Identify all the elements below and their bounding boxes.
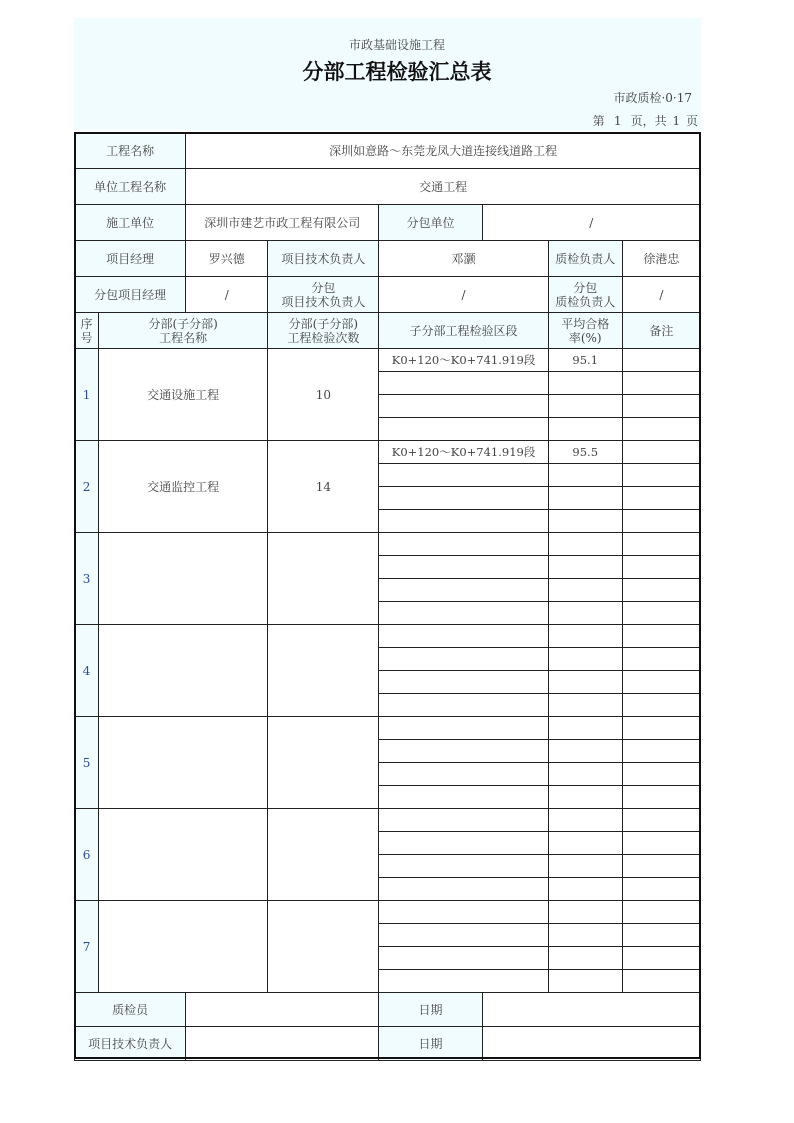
row-section[interactable] (379, 648, 548, 671)
row-section[interactable] (379, 533, 548, 556)
table-row (75, 809, 701, 832)
row-seq: 6 (75, 809, 99, 901)
row-remark[interactable] (622, 464, 700, 487)
sub-tech-label-line1: 分包 (311, 280, 336, 295)
contractor-row (75, 205, 701, 241)
sub-manager-row (75, 277, 701, 313)
row-pass-rate[interactable] (548, 510, 622, 533)
row-pass-rate[interactable] (548, 855, 622, 878)
row-section[interactable] (379, 947, 548, 970)
column-header-row (75, 313, 701, 349)
row-pass-rate[interactable] (548, 763, 622, 786)
row-section[interactable] (379, 487, 548, 510)
row-pass-rate[interactable] (548, 786, 622, 809)
row-section[interactable]: K0+120～K0+741.919段 (379, 441, 548, 464)
tech-lead-sign-row (75, 1027, 701, 1061)
row-pass-rate[interactable] (548, 464, 622, 487)
table-row (75, 349, 701, 372)
row-remark[interactable] (622, 694, 700, 717)
row-remark[interactable] (622, 878, 700, 901)
footer-tech-lead-label: 项目技术负责人 (75, 1027, 186, 1061)
row-pass-rate[interactable] (548, 717, 622, 740)
row-inspection-count[interactable]: 10 (268, 349, 379, 441)
row-pass-rate[interactable] (548, 625, 622, 648)
row-section[interactable] (379, 924, 548, 947)
unit-project-row (75, 169, 701, 205)
row-pass-rate[interactable] (548, 579, 622, 602)
qa-lead-label: 质检负责人 (548, 241, 622, 277)
sub-qa-label-line1: 分包 (573, 280, 598, 295)
row-section[interactable] (379, 625, 548, 648)
table-row (75, 533, 701, 556)
tech-lead-label: 项目技术负责人 (268, 241, 379, 277)
row-pass-rate[interactable] (548, 648, 622, 671)
col-seq-line2: 号 (80, 330, 93, 345)
inspector-label: 质检员 (75, 993, 186, 1027)
row-inspection-count[interactable] (268, 901, 379, 993)
col-rate-line1: 平均合格 (561, 316, 610, 331)
pm-label: 项目经理 (75, 241, 186, 277)
form-code: 市政质检·0·17 (613, 91, 692, 105)
sub-qa-value[interactable]: / (622, 277, 700, 313)
contractor-value[interactable]: 深圳市建艺市政工程有限公司 (186, 205, 379, 241)
row-pass-rate[interactable] (548, 740, 622, 763)
row-section[interactable] (379, 579, 548, 602)
row-pass-rate[interactable] (548, 418, 622, 441)
row-inspection-count[interactable] (268, 717, 379, 809)
row-seq: 7 (75, 901, 99, 993)
row-remark[interactable] (622, 349, 700, 372)
row-inspection-count[interactable] (268, 533, 379, 625)
row-pass-rate[interactable] (548, 671, 622, 694)
sub-tech-label-line2: 项目技术负责人 (281, 294, 366, 309)
sub-tech-value[interactable]: / (379, 277, 548, 313)
row-section[interactable] (379, 970, 548, 993)
row-pass-rate[interactable] (548, 395, 622, 418)
row-section[interactable] (379, 671, 548, 694)
row-section[interactable] (379, 763, 548, 786)
col-count-line2: 工程检验次数 (287, 330, 360, 345)
row-seq: 3 (75, 533, 99, 625)
page-title: 分部工程检验汇总表 (302, 60, 492, 84)
row-pass-rate[interactable] (548, 533, 622, 556)
row-remark[interactable] (622, 487, 700, 510)
row-pass-rate[interactable] (548, 901, 622, 924)
row-part-name[interactable] (99, 809, 268, 901)
category-label: 市政基础设施工程 (348, 38, 445, 52)
row-remark[interactable] (622, 671, 700, 694)
col-seq-header (75, 313, 99, 349)
inspector-row (75, 993, 701, 1027)
project-name-value[interactable]: 深圳如意路～东莞龙凤大道连接线道路工程 (186, 133, 701, 169)
sub-qa-label-line2: 质检负责人 (555, 294, 616, 309)
date-label-2: 日期 (379, 1027, 482, 1061)
row-section[interactable] (379, 418, 548, 441)
table-row (75, 441, 701, 464)
row-remark[interactable] (622, 970, 700, 993)
row-section[interactable] (379, 855, 548, 878)
sub-qa-label (548, 277, 622, 313)
row-remark[interactable] (622, 441, 700, 464)
tech-lead-value[interactable]: 邓灏 (379, 241, 548, 277)
contractor-label: 施工单位 (75, 205, 186, 241)
project-name-row (75, 133, 701, 169)
row-remark[interactable] (622, 510, 700, 533)
row-section[interactable] (379, 395, 548, 418)
col-part-name-header (99, 313, 268, 349)
row-remark[interactable] (622, 418, 700, 441)
subcontractor-value[interactable]: / (482, 205, 700, 241)
unit-project-value[interactable]: 交通工程 (186, 169, 701, 205)
row-section[interactable] (379, 809, 548, 832)
table-row (75, 625, 701, 648)
row-remark[interactable] (622, 763, 700, 786)
project-name-label: 工程名称 (75, 133, 186, 169)
col-part-name-line1: 分部(子分部) (148, 316, 218, 331)
row-part-name[interactable]: 交通监控工程 (99, 441, 268, 533)
row-part-name[interactable] (99, 533, 268, 625)
row-remark[interactable] (622, 625, 700, 648)
footer-tech-lead-value[interactable] (186, 1027, 379, 1061)
row-pass-rate[interactable]: 95.1 (548, 349, 622, 372)
table-row (75, 901, 701, 924)
row-remark[interactable] (622, 809, 700, 832)
row-inspection-count[interactable] (268, 809, 379, 901)
date-value-1[interactable] (482, 993, 700, 1027)
col-remark-header: 备注 (622, 313, 700, 349)
date-label-1: 日期 (379, 993, 482, 1027)
col-count-header (268, 313, 379, 349)
col-count-line1: 分部(子分部) (288, 316, 359, 331)
row-remark[interactable] (622, 740, 700, 763)
col-section-header: 子分部工程检验区段 (379, 313, 548, 349)
row-remark[interactable] (622, 372, 700, 395)
row-pass-rate[interactable] (548, 924, 622, 947)
col-rate-header (548, 313, 622, 349)
row-pass-rate[interactable] (548, 970, 622, 993)
page-total: 1 (672, 114, 681, 128)
row-part-name[interactable] (99, 625, 268, 717)
row-section[interactable] (379, 464, 548, 487)
row-remark[interactable] (622, 924, 700, 947)
row-section[interactable] (379, 878, 548, 901)
row-section[interactable] (379, 832, 548, 855)
row-remark[interactable] (622, 717, 700, 740)
row-seq: 4 (75, 625, 99, 717)
pm-value[interactable]: 罗兴德 (186, 241, 268, 277)
row-pass-rate[interactable] (548, 694, 622, 717)
row-seq: 2 (75, 441, 99, 533)
page-current: 1 (613, 114, 622, 128)
row-pass-rate[interactable] (548, 947, 622, 970)
row-pass-rate[interactable] (548, 372, 622, 395)
col-rate-line2: 率(%) (568, 330, 602, 345)
table-row (75, 717, 701, 740)
page-middle: 页，共 (630, 114, 667, 128)
row-part-name[interactable] (99, 901, 268, 993)
row-pass-rate[interactable]: 95.5 (548, 441, 622, 464)
row-part-name[interactable] (99, 717, 268, 809)
row-pass-rate[interactable] (548, 487, 622, 510)
page-suffix: 页 (685, 114, 698, 128)
qa-lead-value[interactable]: 徐港忠 (622, 241, 700, 277)
sub-pm-value[interactable]: / (186, 277, 268, 313)
row-inspection-count[interactable] (268, 625, 379, 717)
page-prefix: 第 (592, 114, 605, 128)
row-section[interactable] (379, 740, 548, 763)
subcontractor-label: 分包单位 (379, 205, 482, 241)
row-pass-rate[interactable] (548, 556, 622, 579)
row-remark[interactable] (622, 832, 700, 855)
row-section[interactable]: K0+120～K0+741.919段 (379, 349, 548, 372)
row-remark[interactable] (622, 786, 700, 809)
row-section[interactable] (379, 556, 548, 579)
row-section[interactable] (379, 372, 548, 395)
row-inspection-count[interactable]: 14 (268, 441, 379, 533)
date-value-2[interactable] (482, 1027, 700, 1061)
row-remark[interactable] (622, 855, 700, 878)
row-part-name[interactable]: 交通设施工程 (99, 349, 268, 441)
row-section[interactable] (379, 694, 548, 717)
row-remark[interactable] (622, 579, 700, 602)
row-pass-rate[interactable] (548, 832, 622, 855)
sub-pm-label: 分包项目经理 (75, 277, 186, 313)
row-remark[interactable] (622, 556, 700, 579)
row-pass-rate[interactable] (548, 809, 622, 832)
row-remark[interactable] (622, 947, 700, 970)
inspector-value[interactable] (186, 993, 379, 1027)
sub-tech-label (268, 277, 379, 313)
row-remark[interactable] (622, 648, 700, 671)
row-pass-rate[interactable] (548, 602, 622, 625)
col-seq-line1: 序 (80, 316, 93, 331)
row-section[interactable] (379, 602, 548, 625)
row-remark[interactable] (622, 395, 700, 418)
row-seq: 1 (75, 349, 99, 441)
row-seq: 5 (75, 717, 99, 809)
row-section[interactable] (379, 786, 548, 809)
row-remark[interactable] (622, 901, 700, 924)
inspection-summary-table (74, 132, 701, 1061)
col-part-name-line2: 工程名称 (159, 330, 208, 345)
unit-project-label: 单位工程名称 (75, 169, 186, 205)
row-pass-rate[interactable] (548, 878, 622, 901)
page-info (593, 112, 698, 129)
row-remark[interactable] (622, 602, 700, 625)
row-section[interactable] (379, 510, 548, 533)
row-section[interactable] (379, 901, 548, 924)
manager-row (75, 241, 701, 277)
row-section[interactable] (379, 717, 548, 740)
row-remark[interactable] (622, 533, 700, 556)
